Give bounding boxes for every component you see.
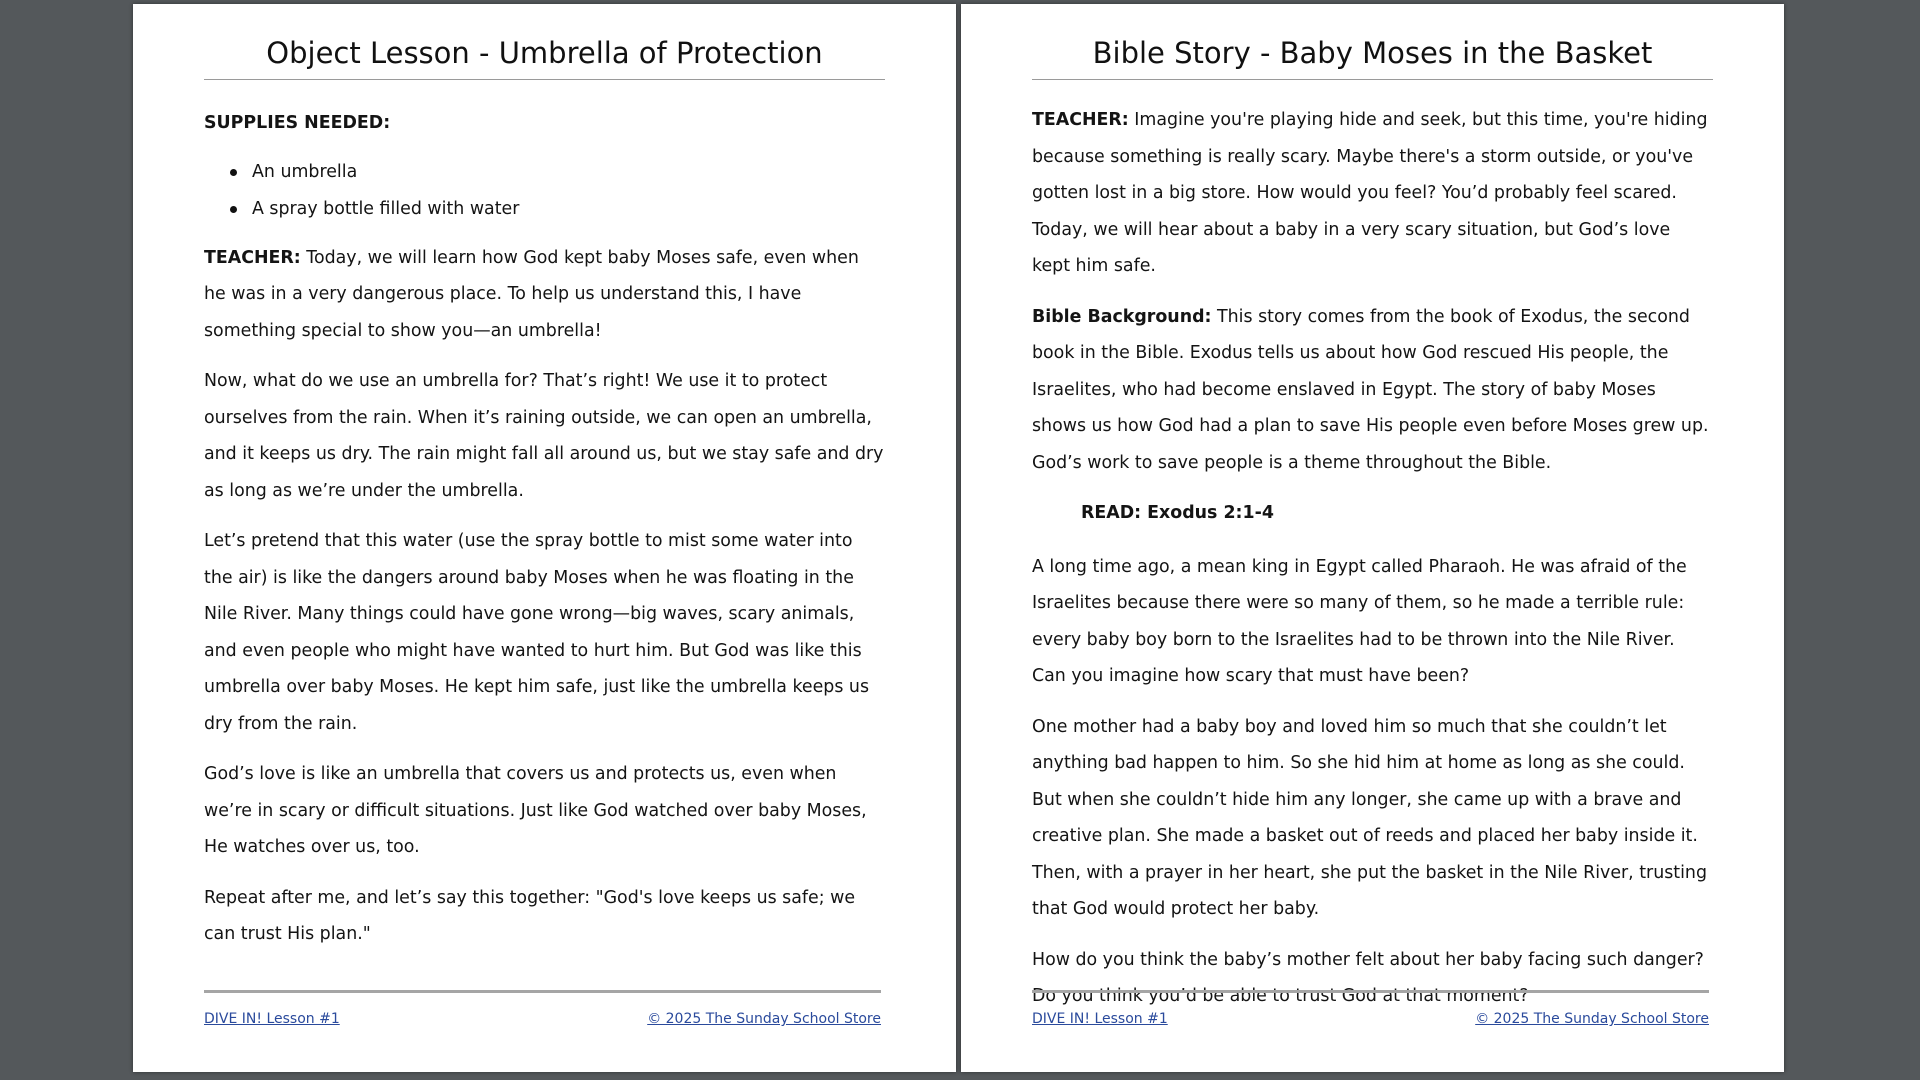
footer-links <box>1032 1011 1709 1027</box>
story-body <box>1032 102 1713 1015</box>
bible-background-paragraph <box>1032 299 1713 482</box>
title-divider <box>1032 79 1713 80</box>
footer-divider <box>1032 990 1709 993</box>
supply-item: A spray bottle filled with water <box>252 191 885 228</box>
story-paragraph: How do you think the baby’s mother felt about her baby facing such danger? Do you think you’d be able to trust God at that moment? <box>1032 949 1704 1006</box>
supplies-list <box>204 154 885 228</box>
copyright-link[interactable]: © 2025 The Sunday School Store <box>1475 1011 1709 1027</box>
copyright-link[interactable]: © 2025 The Sunday School Store <box>647 1011 881 1027</box>
title-divider <box>204 79 885 80</box>
teacher-intro-text: Today, we will learn how God kept baby Moses safe, even when he was in a very dangerous place. To help us understand this, I have something special to show you—an umbrella! <box>204 247 859 341</box>
scripture-reference: READ: Exodus 2:1-4 <box>1081 503 1274 523</box>
page-object-lesson <box>133 4 956 1072</box>
lesson-body <box>204 105 885 953</box>
supply-item: An umbrella <box>252 154 885 191</box>
teacher-intro-paragraph <box>1032 102 1713 285</box>
footer-divider <box>204 990 881 993</box>
teacher-label: TEACHER: <box>1032 110 1129 130</box>
lesson-paragraph: Let’s pretend that this water (use the spray bottle to mist some water into the air) is like the dangers around baby Moses when he was floating in the Nile River. Many things could have gone wrong—big waves, scary animals, and even people who might have wanted to hurt him. But God was like this umbrella over baby Moses. He kept him safe, just like the umbrella keeps us dry from the rain. <box>204 531 870 734</box>
lesson-paragraph: Now, what do we use an umbrella for? That’s right! We use it to protect ourselves from the rain. When it’s raining outside, we can open an umbrella, and it keeps us dry. The rain might fall all around us, but we stay safe and dry as long as we’re under the umbrella. <box>204 371 884 501</box>
lesson-link[interactable]: DIVE IN! Lesson #1 <box>204 1011 340 1027</box>
page-title: Object Lesson - Umbrella of Protection <box>266 36 823 70</box>
page-content-area <box>1032 4 1713 1072</box>
teacher-intro-paragraph <box>204 240 885 350</box>
lesson-paragraph: God’s love is like an umbrella that covers us and protects us, even when we’re in scary or difficult situations. Just like God watched over baby Moses, He watches over us, too. <box>204 764 867 857</box>
teacher-intro-text: Imagine you're playing hide and seek, but this time, you're hiding because something is really scary. Maybe there's a storm outside, or you've gotten lost in a big store. How would you feel? You’d probably feel scared. Today, we will hear about a baby in a very scary situation, but God’s love kept him safe. <box>1032 110 1708 276</box>
bible-background-text: This story comes from the book of Exodus, the second book in the Bible. Exodus tells us about how God rescued His people, the Israelites, who had become enslaved in Egypt. The story of baby Moses shows us how God had a plan to save His people even before Moses grew up. God’s work to save people is a theme throughout the Bible. <box>1032 306 1709 473</box>
story-paragraph: A long time ago, a mean king in Egypt called Pharaoh. He was afraid of the Israelites because there were so many of them, so he made a terrible rule: every baby boy born to the Israelites had to be thrown into the Nile River. Can you imagine how scary that must have been? <box>1032 556 1687 686</box>
story-paragraph: One mother had a baby boy and loved him so much that she couldn’t let anything bad happen to him. So she hid him at home as long as she could. But when she couldn’t hide him any longer, she came up with a brave and creative plan. She made a basket out of reeds and placed her baby inside it. Then, with a prayer in her heart, she put the basket in the Nile River, trusting that God would protect her baby. <box>1032 716 1707 919</box>
supplies-heading: SUPPLIES NEEDED: <box>204 113 391 133</box>
page-footer <box>204 990 881 1027</box>
lesson-paragraph: Repeat after me, and let’s say this together: "God's love keeps us safe; we can trust His plan." <box>204 887 856 944</box>
teacher-label: TEACHER: <box>204 247 301 268</box>
page-footer <box>1032 990 1709 1027</box>
page-bible-story <box>961 4 1784 1072</box>
footer-links <box>204 1011 881 1027</box>
page-content-area <box>204 4 885 1072</box>
lesson-link[interactable]: DIVE IN! Lesson #1 <box>1032 1011 1168 1027</box>
page-title: Bible Story - Baby Moses in the Basket <box>1092 36 1653 70</box>
bible-background-label: Bible Background: <box>1032 306 1212 327</box>
